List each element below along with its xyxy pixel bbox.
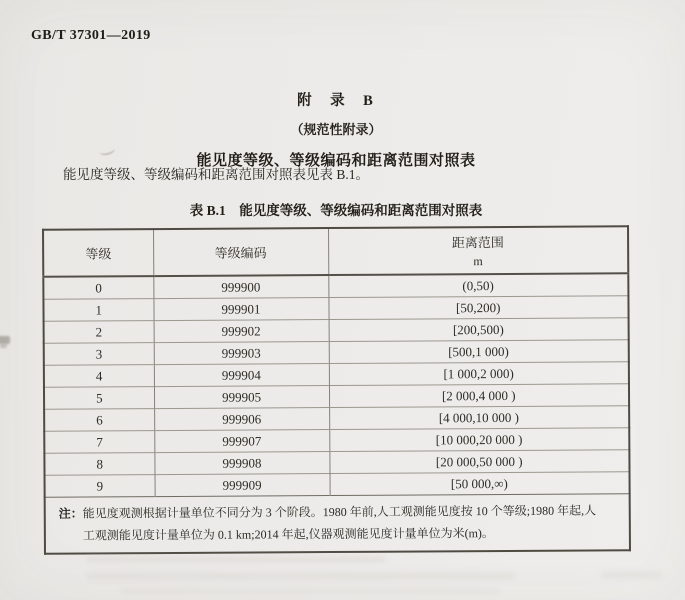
appendix-heading: 能见度等级、等级编码和距离范围对照表 — [196, 153, 476, 169]
cell-code: 999909 — [155, 474, 330, 497]
note-text: 能见度观测根据计量单位不同分为 3 个阶段。1980 年前,人工观测能见度按 10 个等级;1980 年起,人工观测能见度计量单位为 0.1 km;2014 年起,仪器观测能见度计量单位为米(m)。 — [82, 503, 597, 543]
cell-level: 7 — [44, 431, 154, 454]
cell-range: [20 000,50 000 ) — [329, 450, 629, 474]
cell-level: 3 — [44, 343, 154, 366]
cell-range: [500,1 000) — [329, 340, 629, 364]
cell-level: 5 — [44, 387, 154, 410]
cell-range: [4 000,10 000 ) — [329, 406, 629, 430]
appendix-titles — [6, 89, 666, 170]
cell-code: 999908 — [154, 452, 329, 475]
cell-range: [1 000,2 000) — [329, 362, 629, 386]
cell-code: 999905 — [154, 386, 329, 409]
cell-code: 999903 — [154, 342, 329, 365]
intro-paragraph: 能见度等级、等级编码和距离范围对照表见表 B.1。 — [63, 167, 370, 182]
cell-level: 1 — [43, 299, 153, 322]
cell-code: 999900 — [153, 275, 328, 299]
cell-level: 8 — [44, 453, 154, 476]
cell-level: 2 — [44, 321, 154, 344]
table-note-cell — [45, 494, 630, 554]
cell-range: [50 000,∞) — [330, 472, 630, 496]
bleed-through-text — [600, 571, 662, 579]
cell-range: [2 000,4 000 ) — [329, 384, 629, 408]
col-header-range — [328, 226, 628, 275]
cell-code: 999902 — [154, 320, 329, 343]
bleed-through-text — [86, 572, 516, 580]
col-header-level: 等级 — [43, 229, 153, 277]
cell-range: (0,50) — [328, 273, 628, 297]
appendix-title: 附 录 B — [297, 93, 375, 109]
table-note — [59, 500, 602, 547]
table-note-row — [45, 494, 630, 554]
range-header-unit: m — [473, 254, 483, 269]
bleed-through-text — [120, 588, 500, 594]
cell-code: 999907 — [154, 430, 329, 453]
cell-range: [10 000,20 000 ) — [329, 428, 629, 452]
cell-code: 999901 — [153, 298, 328, 321]
cell-range: [50,200) — [328, 296, 628, 320]
note-label: 注： — [58, 506, 83, 521]
cell-level: 9 — [45, 475, 155, 498]
appendix-subtitle: （规范性附录） — [290, 122, 382, 137]
table-header-row — [43, 226, 628, 277]
cell-range: [200,500) — [329, 318, 629, 342]
cell-code: 999906 — [154, 408, 329, 431]
col-header-code: 等级编码 — [153, 228, 328, 276]
visibility-table — [42, 225, 631, 555]
scan-smudge — [0, 336, 10, 344]
scan-smudge — [0, 344, 7, 348]
bleed-through-text — [86, 556, 386, 563]
cell-level: 6 — [44, 409, 154, 432]
cell-level: 0 — [43, 276, 153, 299]
range-header-label: 距离范围 — [451, 234, 504, 251]
table-caption: 表 B.1 能见度等级、等级编码和距离范围对照表 — [189, 203, 483, 218]
table-b1-wrapper — [42, 225, 631, 555]
cell-level: 4 — [44, 365, 154, 388]
cell-code: 999904 — [154, 364, 329, 387]
standard-number: GB/T 37301—2019 — [31, 28, 151, 43]
